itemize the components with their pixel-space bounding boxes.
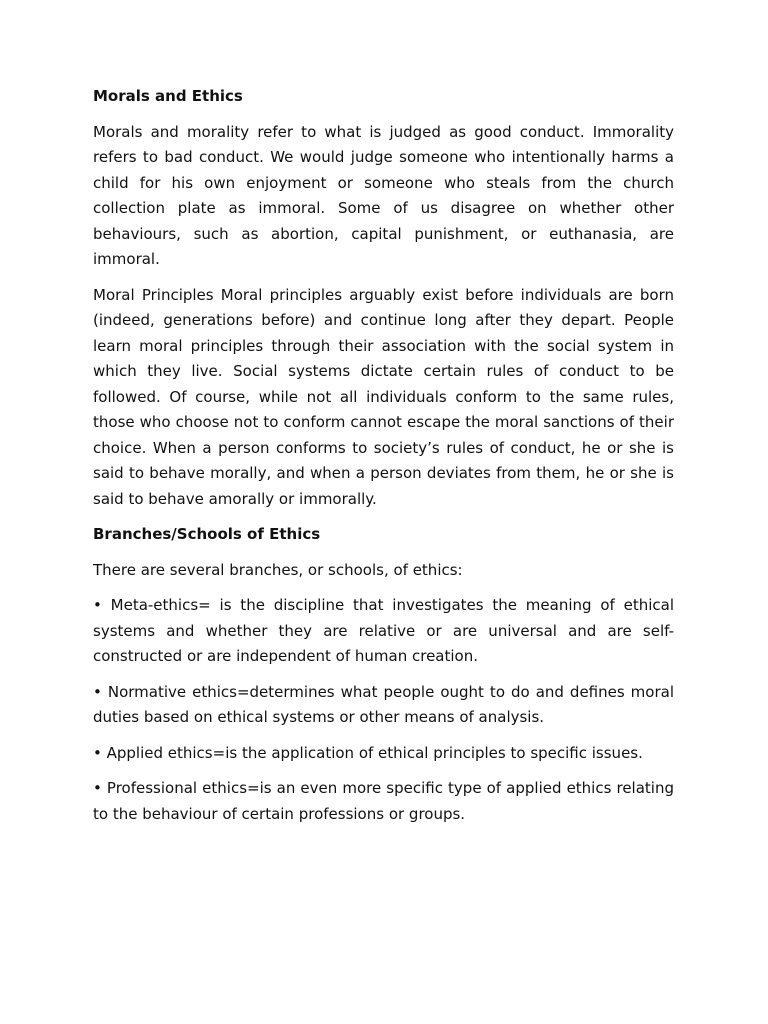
bullet-applied-ethics: • Applied ethics=is the application of ethical principles to specific issues. [93, 743, 643, 762]
section-heading-branches-of-ethics: Branches/Schools of Ethics [93, 525, 321, 543]
paragraph-moral-principles: Moral Principles Moral principles arguably exist before individuals are born (indeed, generations before) and continue long after they depart. People learn moral principles through their association with the social system in which they live. Social systems dictate certain rules of conduct to be followed. Of course, while not all individuals conform to the same rules, those who choose not to conform cannot escape the moral sanctions of their choice. When a person conforms to society’s rules of conduct, he or she is said to behave morally, and when a person deviates from them, he or she is said to behave amorally or immorally. [93, 285, 674, 508]
bullet-normative-ethics: • Normative ethics=determines what people ought to do and defines moral duties based on ethical systems or other means of analysis. [93, 682, 674, 726]
paragraph-morality-definition: Morals and morality refer to what is judged as good conduct. Immorality refers to bad conduct. We would judge someone who intentionally harms a child for his own enjoyment or someone who steals from the church collection plate as immoral. Some of us disagree on whether other behaviours, such as abortion, capital punishment, or euthanasia, are immoral. [93, 122, 674, 268]
document-page [93, 84, 674, 837]
paragraph-branches-intro: There are several branches, or schools, of ethics: [93, 560, 463, 579]
bullet-meta-ethics: • Meta-ethics= is the discipline that investigates the meaning of ethical systems and whether they are relative or are universal and are self-constructed or are independent of human creation. [93, 596, 674, 665]
section-heading-morals-and-ethics: Morals and Ethics [93, 87, 243, 105]
bullet-professional-ethics: • Professional ethics=is an even more specific type of applied ethics relating to the behaviour of certain professions or groups. [93, 779, 674, 823]
